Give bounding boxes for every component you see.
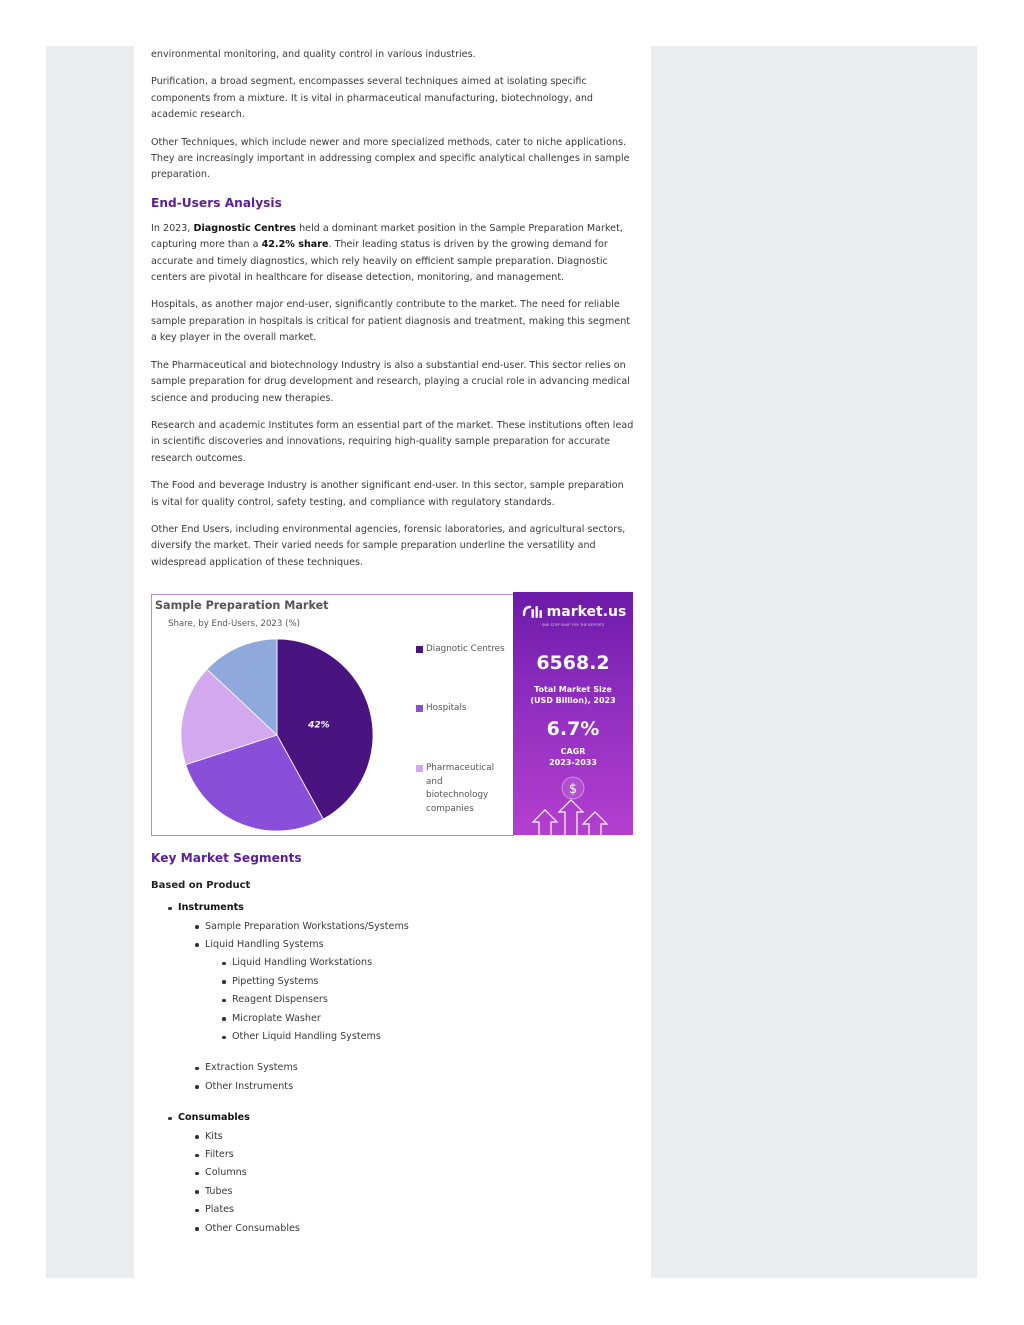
bold-diagnostic-centres: Diagnostic Centres: [193, 222, 297, 234]
list-item: Other Liquid Handling Systems: [232, 1028, 634, 1046]
chart-title: Sample Preparation Market: [155, 599, 329, 613]
article-content: [134, 46, 651, 1278]
cagr-label: [513, 747, 633, 768]
list-item: Sample Preparation Workstations/Systems: [205, 918, 634, 936]
market-size-label-line: Total Market Size: [534, 685, 612, 695]
cagr-label-line: CAGR: [560, 747, 586, 757]
list-item-liquid-handling: [205, 936, 634, 1046]
list-item: Kits: [205, 1128, 634, 1146]
consumables-sublist: [178, 1128, 634, 1238]
paragraph: Purification, a broad segment, encompasses several techniques aimed at isolating specific components from a mixture. It is vital in pharmaceutical manufacturing, biotechnology, and academic research.: [151, 76, 594, 121]
bold-share: 42.2% share: [261, 239, 329, 251]
text-segment: . Their leading status is driven by the growing demand for accurate and timely diagnostics, which rely heavily on efficient sample preparation. Diagnostic centers are pivotal in healthcare for disease detection, monitoring, and management.: [151, 239, 608, 284]
legend-item: [416, 702, 511, 716]
paragraph: The Food and beverage Industry is another significant end-user. In this sector, sample preparation is vital for quality control, safety testing, and compliance with regulatory standards.: [151, 480, 624, 508]
paragraph: The Pharmaceutical and biotechnology Industry is also a substantial end-user. This sector relies on sample preparation for drug development and research, playing a crucial role in advancing medical science and producing new therapies.: [151, 359, 630, 404]
list-item: Other Instruments: [205, 1078, 634, 1096]
market-us-logo: [519, 604, 629, 620]
list-item: Filters: [205, 1146, 634, 1164]
chart-subtitle: Share, by End-Users, 2023 (%): [168, 619, 300, 630]
list-item: Tubes: [205, 1183, 634, 1201]
list-item: Extraction Systems: [205, 1059, 634, 1077]
market-size-label: [513, 685, 633, 706]
legend-label: Pharmaceutical and biotechnology companies: [426, 763, 495, 814]
legend-swatch: [416, 705, 423, 712]
cagr-value: 6.7%: [546, 718, 600, 741]
legend-item: [416, 643, 511, 657]
list-item: Pipetting Systems: [232, 973, 634, 991]
legend-swatch: [416, 646, 423, 653]
instruments-sublist: [178, 918, 634, 1097]
list-item: Microplate Washer: [232, 1010, 634, 1028]
growth-arrows-icon: [531, 772, 615, 835]
segment-list: [151, 899, 634, 1238]
list-item-consumables: [178, 1109, 634, 1238]
paragraph: environmental monitoring, and quality control in various industries.: [151, 49, 476, 60]
list-item: Columns: [205, 1164, 634, 1182]
legend-item: [416, 762, 504, 816]
pie-chart-panel: [151, 594, 514, 836]
liquid-handling-sublist: [205, 954, 634, 1046]
pie-slice-label: 42%: [308, 720, 330, 731]
paragraph-diagnostic-centres: [151, 221, 634, 287]
based-on-product-label: Based on Product: [151, 880, 251, 892]
market-stats-banner: [513, 592, 633, 835]
list-item-label: Instruments: [178, 902, 244, 914]
text-segment: In 2023,: [151, 222, 194, 234]
list-item: Plates: [205, 1201, 634, 1219]
list-item: Other Consumables: [205, 1220, 634, 1238]
dollar-sign: $: [568, 782, 578, 798]
list-item-instruments: [178, 899, 634, 1096]
logo-icon: [522, 604, 544, 620]
paragraph: Other Techniques, which include newer and more specialized methods, cater to niche applications. They are increasingly important in addressing complex and specific analytical challenges in sample preparation.: [151, 136, 630, 181]
logo-text: market.us: [546, 604, 627, 621]
list-item: Reagent Dispensers: [232, 991, 634, 1009]
cagr-label-line: 2023-2033: [549, 757, 597, 767]
legend-label: Hospitals: [426, 703, 467, 714]
paragraph: Hospitals, as another major end-user, significantly contribute to the market. The need for reliable sample preparation in hospitals is critical for patient diagnosis and treatment, making this segment a key player in the overall market.: [151, 299, 631, 344]
text-segment: held a dominant market position in the Sample Preparation Market, capturing more than a: [151, 222, 623, 251]
market-size-value: 6568.2: [536, 652, 610, 675]
key-segments-heading: Key Market Segments: [151, 851, 302, 866]
legend-label: Diagnotic Centres: [426, 644, 505, 655]
list-item-label: Liquid Handling Systems: [205, 938, 324, 950]
market-infographic: [151, 592, 633, 836]
pie-chart: [177, 635, 377, 835]
legend-swatch: [416, 765, 423, 772]
market-size-label-line: (USD Billion), 2023: [530, 695, 616, 705]
paragraph: Other End Users, including environmental agencies, forensic laboratories, and agricultural sectors, diversify the market. Their varied needs for sample preparation underline the versatility and widespread application of these techniques.: [151, 523, 626, 568]
list-item-label: Consumables: [178, 1112, 250, 1124]
list-item: Liquid Handling Workstations: [232, 954, 634, 972]
paragraph: Research and academic Institutes form an essential part of the market. These institutions often lead in scientific discoveries and innovations, requiring high-quality sample preparation for accurate research outcomes.: [151, 419, 634, 464]
logo-tagline: ONE STOP SHOP FOR THE REPORTS: [541, 623, 605, 628]
end-users-heading: End-Users Analysis: [151, 195, 282, 210]
